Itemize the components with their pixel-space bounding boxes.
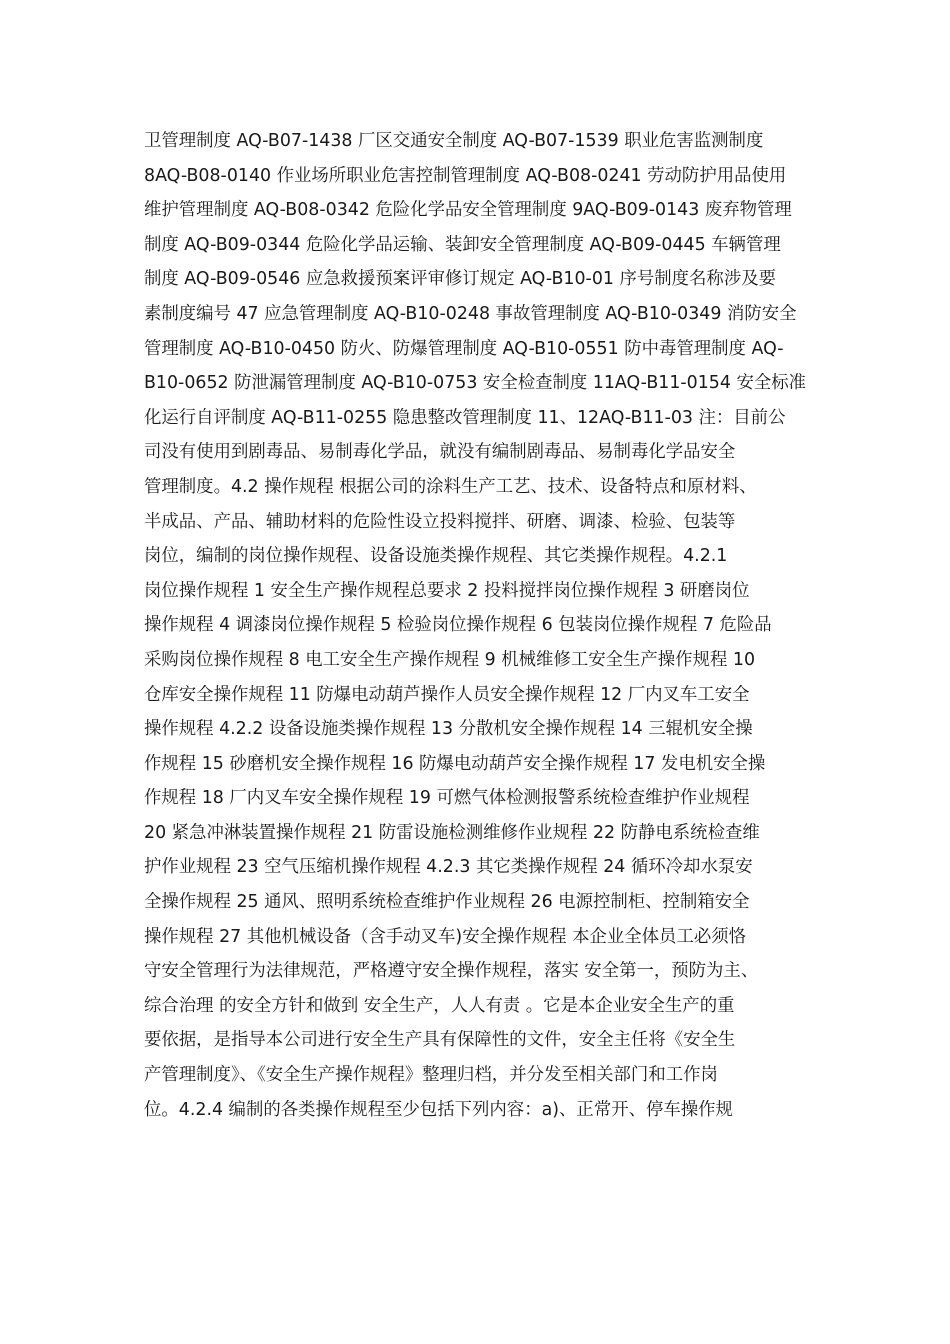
text-line: 守安全管理行为法律规范，严格遵守安全操作规程，落实 安全第一，预防为主、 — [144, 961, 759, 982]
text-line: 护作业规程 23 空气压缩机操作规程 4.2.3 其它类操作规程 24 循环冷却水泵安 — [144, 857, 753, 878]
text-line: 产管理制度》、《安全生产操作规程》整理归档，并分发至相关部门和工作岗 — [144, 1065, 718, 1086]
text-line: 作规程 15 砂磨机安全操作规程 16 防爆电动葫芦安全操作规程 17 发电机安全操 — [144, 753, 766, 774]
text-line: 操作规程 4.2.2 设备设施类操作规程 13 分散机安全操作规程 14 三辊机安全操 — [144, 719, 753, 740]
text-line: 管理制度 AQ-B10-0450 防火、防爆管理制度 AQ-B10-0551 防中毒管理制度 AQ- — [144, 338, 784, 359]
text-line: 操作规程 4 调漆岗位操作规程 5 检验岗位操作规程 6 包装岗位操作规程 7 危险品 — [144, 615, 772, 636]
text-line: 位。4.2.4 编制的各类操作规程至少包括下列内容：a)、正常开、停车操作规 — [144, 1099, 733, 1120]
text-line: 司没有使用到剧毒品、易制毒化学品，就没有编制剧毒品、易制毒化学品安全 — [144, 442, 736, 463]
text-line: 岗位操作规程 1 安全生产操作规程总要求 2 投料搅拌岗位操作规程 3 研磨岗位 — [144, 580, 750, 601]
text-line: 8AQ-B08-0140 作业场所职业危害控制管理制度 AQ-B08-0241 劳动防护用品使用 — [144, 165, 787, 186]
text-line: 管理制度。4.2 操作规程 根据公司的涂料生产工艺、技术、设备特点和原材料、 — [144, 476, 757, 497]
text-line: 采购岗位操作规程 8 电工安全生产操作规程 9 机械维修工安全生产操作规程 10 — [144, 649, 756, 670]
text-line: 制度 AQ-B09-0344 危险化学品运输、装卸安全管理制度 AQ-B09-0445 车辆管理 — [144, 234, 781, 255]
text-line: 20 紧急冲淋装置操作规程 21 防雷设施检测维修作业规程 22 防静电系统检查维 — [144, 822, 760, 843]
text-line: 作规程 18 厂内叉车安全操作规程 19 可燃气体检测报警系统检查维护作业规程 — [144, 788, 750, 809]
document-body — [144, 124, 816, 1127]
text-line: 要依据，是指导本公司进行安全生产具有保障性的文件，安全主任将《安全生 — [144, 1030, 736, 1051]
text-line: 素制度编号 47 应急管理制度 AQ-B10-0248 事故管理制度 AQ-B10-0349 消防安全 — [144, 303, 797, 324]
text-line: B10-0652 防泄漏管理制度 AQ-B10-0753 安全检查制度 11AQ-B11-0154 安全标准 — [144, 373, 807, 394]
text-line: 化运行自评制度 AQ-B11-0255 隐患整改管理制度 11、12AQ-B11-03 注：目前公 — [144, 407, 786, 428]
text-line: 制度 AQ-B09-0546 应急救援预案评审修订规定 AQ-B10-01 序号制度名称涉及要 — [144, 269, 776, 290]
text-line: 岗位，编制的岗位操作规程、设备设施类操作规程、其它类操作规程。4.2.1 — [144, 546, 728, 567]
text-line: 综合治理 的安全方针和做到 安全生产，人人有责 。它是本企业安全生产的重 — [144, 995, 735, 1016]
text-line: 维护管理制度 AQ-B08-0342 危险化学品安全管理制度 9AQ-B09-0143 废弃物管理 — [144, 200, 792, 221]
text-line: 仓库安全操作规程 11 防爆电动葫芦操作人员安全操作规程 12 厂内叉车工安全 — [144, 684, 750, 705]
text-line: 卫管理制度 AQ-B07-1438 厂区交通安全制度 AQ-B07-1539 职业危害监测制度 — [144, 131, 764, 151]
text-line: 操作规程 27 其他机械设备（含手动叉车)安全操作规程 本企业全体员工必须恪 — [144, 926, 747, 947]
text-line: 全操作规程 25 通风、照明系统检查维护作业规程 26 电源控制柜、控制箱安全 — [144, 892, 750, 913]
text-line: 半成品、产品、辅助材料的危险性设立投料搅拌、研磨、调漆、检验、包装等 — [144, 511, 736, 532]
